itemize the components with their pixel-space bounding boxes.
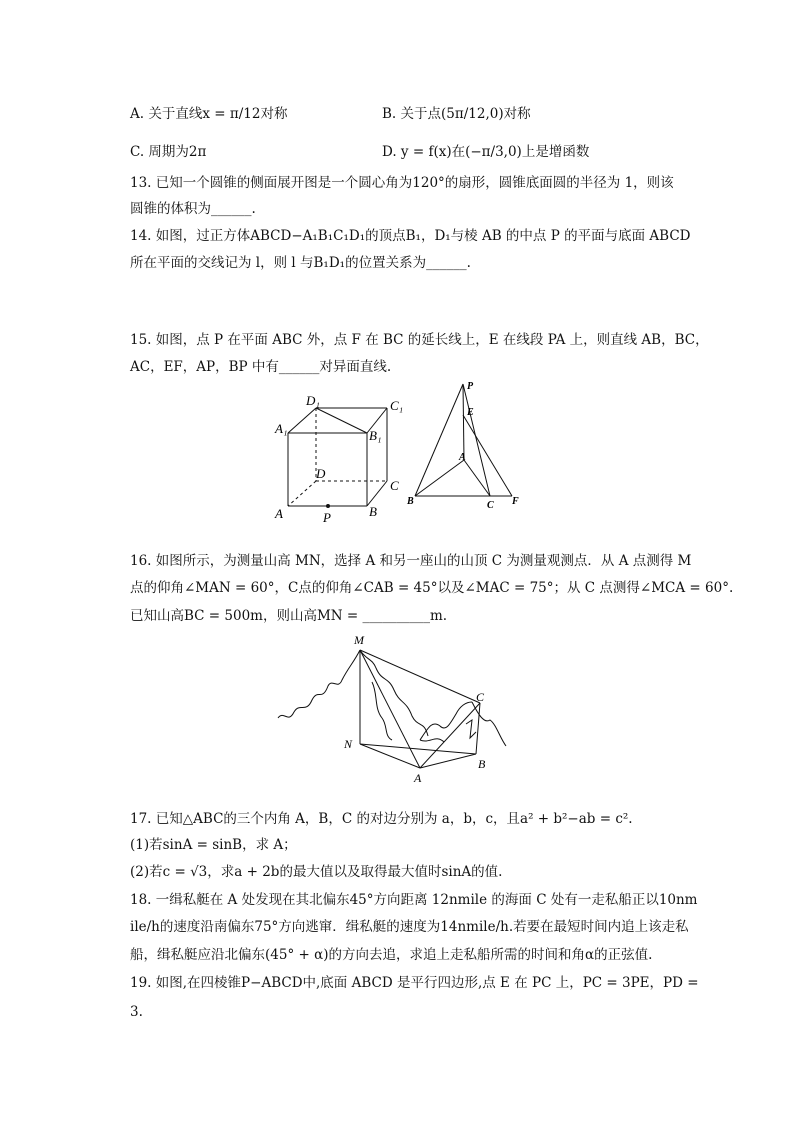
q18-line-1: 18. 一缉私艇在 A 处发现在其北偏东45°方向距离 12nmile 的海面 C 处有一走私船正以10nm <box>130 892 698 908</box>
q18-line-3: 船，缉私艇应沿北偏东(45° + α)的方向去追，求追上走私船所需的时间和角α的正弦值. <box>130 947 653 963</box>
label-tE: E <box>467 407 474 418</box>
mountain-figure <box>270 628 530 783</box>
q16-line-3: 已知山高BC = 500m，则山高MN = __________m. <box>130 608 448 624</box>
tetra-figure <box>405 378 535 514</box>
q14-line-2: 所在平面的交线记为 l，则 l 与B₁D₁的位置关系为______. <box>130 255 471 271</box>
label-mA: A <box>414 771 422 783</box>
q16-line-2: 点的仰角∠MAN = 60°，C点的仰角∠CAB = 45°以及∠MAC = 75°；从 C 点测得∠MCA = 60°. <box>130 580 734 596</box>
q16-line-1: 16. 如图所示，为测量山高 MN，选择 A 和另一座山的山顶 C 为测量观测点．从 A 点测得 M <box>130 553 692 569</box>
q14-line-1: 14. 如图，过正方体ABCD−A₁B₁C₁D₁的顶点B₁，D₁与棱 AB 的中点 P 的平面与底面 ABCD <box>130 228 691 244</box>
label-mM: M <box>354 633 364 647</box>
label-B1: B₁ <box>369 428 382 443</box>
label-mN: N <box>344 737 353 751</box>
label-D: D <box>316 466 326 481</box>
label-P: P <box>323 510 331 525</box>
q15-line-1: 15. 如图，点 P 在平面 ABC 外，点 F 在 BC 的延长线上，E 在线段 PA 上，则直线 AB，BC， <box>130 332 709 348</box>
label-tA: A <box>459 452 466 463</box>
q17-line-3: (2)若c = √3，求a + 2b的最大值以及取得最大值时sinA的值. <box>130 864 503 880</box>
q17-line-2: (1)若sinA = sinB，求 A； <box>130 837 297 853</box>
q13-line-2: 圆锥的体积为______. <box>130 201 256 217</box>
label-tB: B <box>407 496 414 507</box>
label-C1: C₁ <box>390 398 404 413</box>
q13-line-1: 13. 已知一个圆锥的侧面展开图是一个圆心角为120°的扇形，圆锥底面圆的半径为 1，则该 <box>130 175 674 191</box>
cube-figure <box>270 388 410 526</box>
option-c: C. 周期为2π <box>130 144 207 160</box>
q15-line-2: AC，EF，AP，BP 中有______对异面直线. <box>130 359 392 375</box>
option-b: B. 关于点(5π/12,0)对称 <box>382 106 531 122</box>
label-mB: B <box>478 757 486 771</box>
option-a: A. 关于直线x = π/12对称 <box>130 106 288 122</box>
label-B: B <box>369 504 377 519</box>
label-tC: C <box>487 500 494 511</box>
q19-line-1: 19. 如图,在四棱锥P−ABCD中,底面 ABCD 是平行四边形,点 E 在 PC 上，PC = 3PE，PD = <box>130 975 699 991</box>
q18-line-2: ile/h的速度沿南偏东75°方向逃窜．缉私艇的速度为14nmile/h.若要在最短时间内追上该走私 <box>130 919 689 935</box>
option-d: D. y = f(x)在(−π/3,0)上是增函数 <box>382 144 590 160</box>
label-tF: F <box>512 496 519 507</box>
label-C: C <box>390 478 399 493</box>
label-D1: D₁ <box>306 393 320 408</box>
q19-line-2: 3. <box>130 1004 143 1020</box>
label-mC: C <box>476 690 485 704</box>
label-A: A <box>275 506 283 521</box>
label-tP: P <box>467 381 474 392</box>
label-A1: A₁ <box>275 421 288 436</box>
q17-line-1: 17. 已知△ABC的三个内角 A，B，C 的对边分别为 a，b，c，且a² + b²−ab = c². <box>130 811 633 827</box>
